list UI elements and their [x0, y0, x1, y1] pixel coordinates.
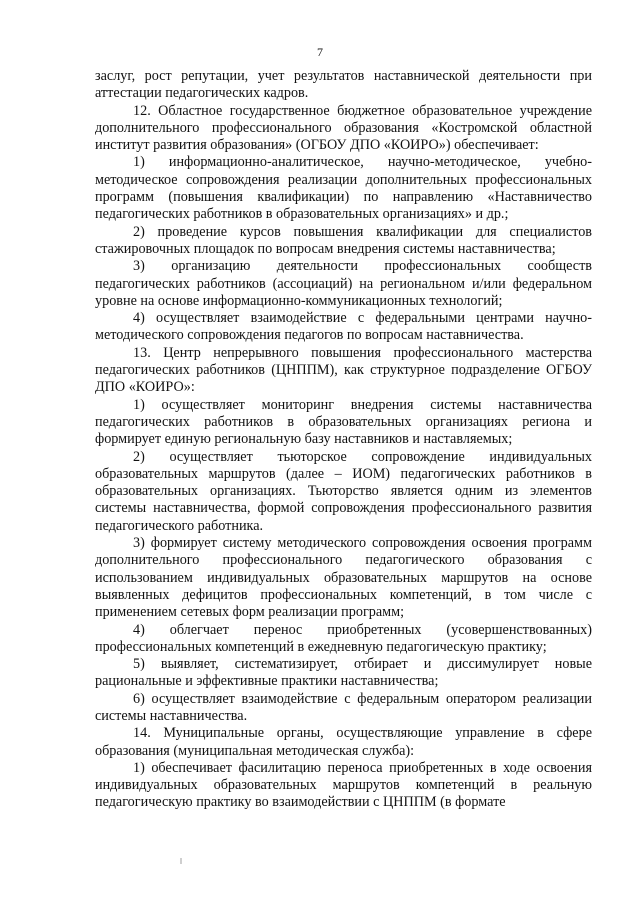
list-item-13-3: 3) формирует систему методического сопровождения освоения программ дополнительного профессионального педагогического образования с использованием индивидуальных образовательных маршрутов на основе выявленных дефицитов профессиональных компетенций, в том числе с применением сетевых форм реализации программ;	[95, 535, 592, 621]
paragraph-continuation: заслуг, рост репутации, учет результатов наставнической деятельности при аттестации педагогических кадров.	[95, 68, 592, 102]
list-item-13-1: 1) осуществляет мониторинг внедрения системы наставничества педагогических работников в образовательных организациях региона и формирует единую региональную базу наставников и наставляемых;	[95, 396, 592, 448]
list-item-14-1: 1) обеспечивает фасилитацию переноса приобретенных в ходе освоения индивидуальных образовательных маршрутов компетенций в реальную педагогическую практику во взаимодействии с ЦНППМ (в формате	[95, 759, 592, 811]
page-number: 7	[317, 45, 323, 59]
list-item-12-3: 3) организацию деятельности профессиональных сообществ педагогических работников (ассоциаций) на региональном и/или федеральном уровне на основе информационно-коммуникационных технологий;	[95, 258, 592, 309]
list-item-12-1: 1) информационно-аналитическое, научно-методическое, учебно-методическое сопровождения реализации дополнительных профессиональных программ (повышения квалификации) по направлению «Наставничество педагогических работников в образовательных организациях» и др.;	[95, 154, 592, 223]
scan-artifact	[180, 858, 182, 864]
list-item-12-2: 2) проведение курсов повышения квалификации для специалистов стажировочных площадок по вопросам внедрения системы наставничества;	[95, 223, 592, 257]
list-item-13-6: 6) осуществляет взаимодействие с федеральным оператором реализации системы наставничества.	[95, 690, 592, 724]
list-item-13-2: 2) осуществляет тьюторское сопровождение индивидуальных образовательных маршрутов (далее – ИОМ) педагогических работников в образовательных организациях. Тьюторство является одним из элементов системы наставничества, формой сопровождения профессионального развития педагогического работника.	[95, 448, 592, 534]
document-body	[95, 68, 592, 812]
paragraph-item-14: 14. Муниципальные органы, осуществляющие управление в сфере образования (муниципальная методическая служба):	[95, 725, 592, 759]
list-item-12-4: 4) осуществляет взаимодействие с федеральными центрами научно-методического сопровождения педагогов по вопросам наставничества.	[95, 310, 592, 344]
paragraph-item-12: 12. Областное государственное бюджетное образовательное учреждение дополнительного профессионального образования «Костромской областной институт развития образования» (ОГБОУ ДПО «КОИРО») обеспечивает:	[95, 102, 592, 154]
paragraph-item-13: 13. Центр непрерывного повышения профессионального мастерства педагогических работников (ЦНППМ), как структурное подразделение ОГБОУ ДПО «КОИРО»:	[95, 344, 592, 396]
list-item-13-5: 5) выявляет, систематизирует, отбирает и диссимулирует новые рациональные и эффективные практики наставничества;	[95, 656, 592, 690]
list-item-13-4: 4) облегчает перенос приобретенных (усовершенствованных) профессиональных компетенций в ежедневную педагогическую практику;	[95, 621, 592, 655]
